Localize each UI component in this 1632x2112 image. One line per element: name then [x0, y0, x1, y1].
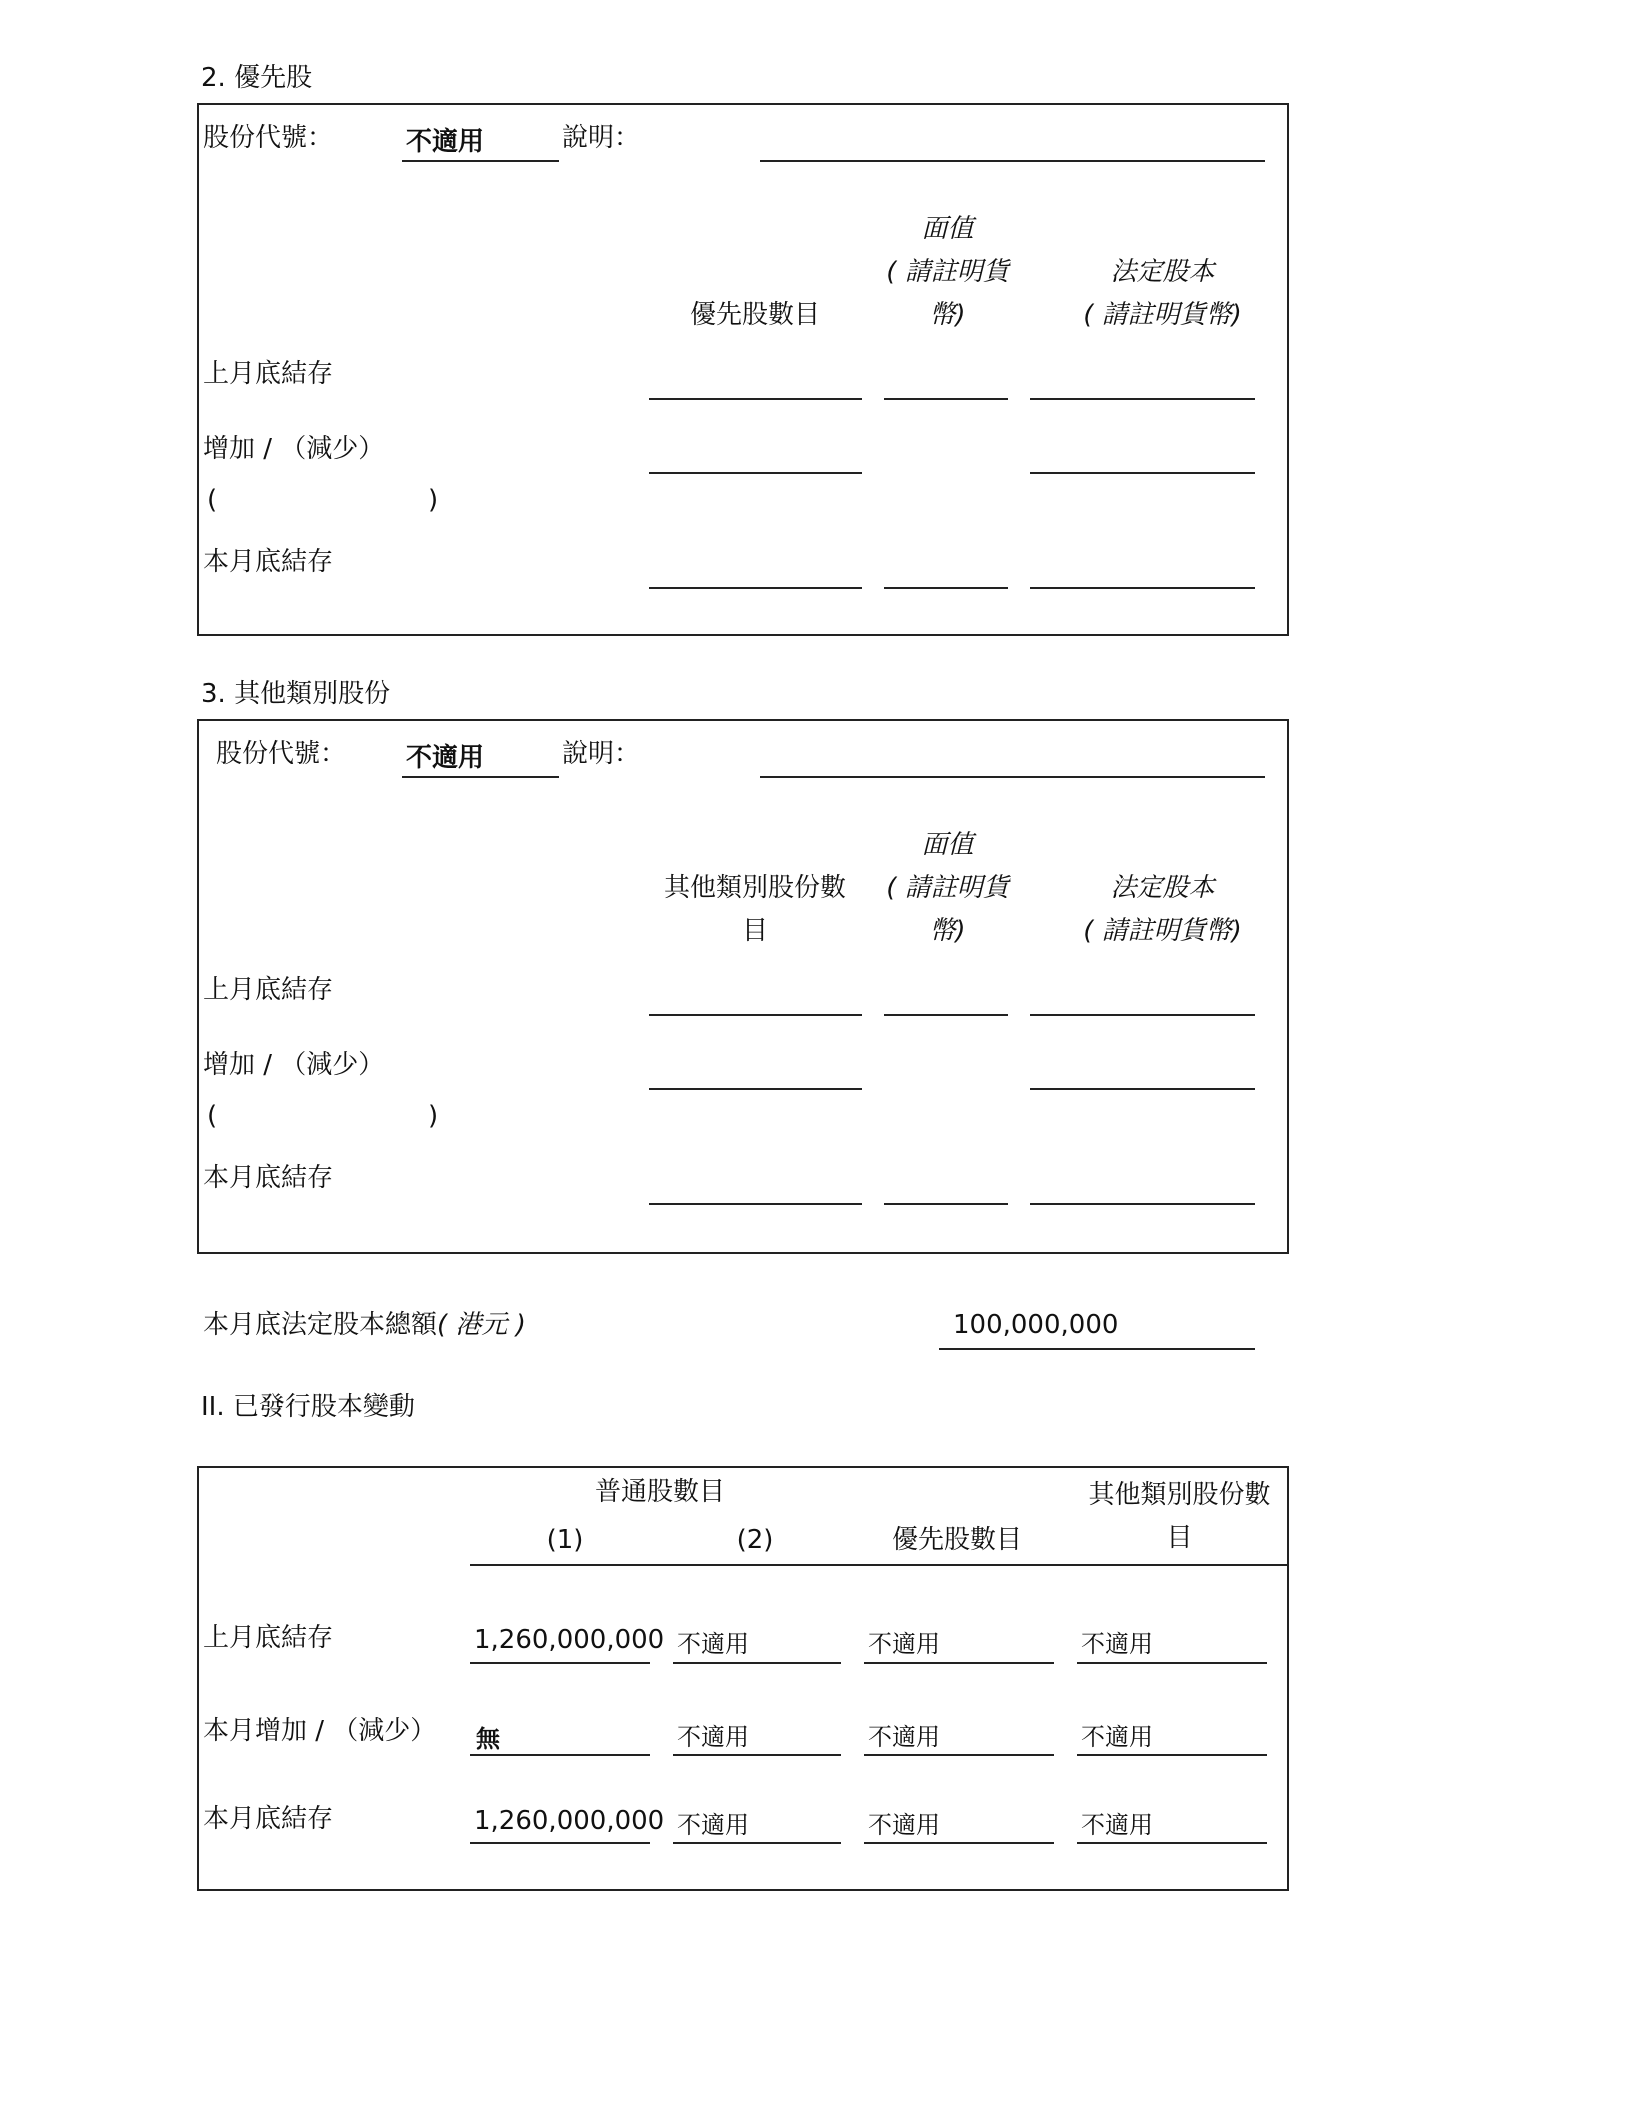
issued-col-ordinary-1: (1) — [546, 1525, 584, 1555]
other-section-title: 3. 其他類別股份 — [201, 679, 391, 709]
total-authorized-underline — [939, 1348, 1255, 1350]
other-change-capital-field — [1030, 1088, 1255, 1090]
preferred-col-par-value-header: 面值 ( 請註明貨 幣) — [886, 214, 1009, 330]
other-desc-label: 說明： — [562, 739, 641, 769]
preferred-closing-capital-field — [1030, 587, 1255, 589]
preferred-closing-count-field — [649, 587, 862, 589]
other-code-label: 股份代號： — [216, 739, 347, 769]
other-col-count-header: 其他類別股份數 目 — [663, 873, 846, 946]
issued-row-c1-underline — [470, 1754, 650, 1756]
other-change-note-open: ( — [207, 1101, 218, 1131]
preferred-desc-field — [760, 160, 1265, 162]
issued-row-c4-underline — [1077, 1662, 1267, 1664]
preferred-code-underline — [402, 160, 559, 162]
other-closing-count-field — [649, 1203, 862, 1205]
preferred-code-label: 股份代號： — [203, 123, 334, 153]
other-col-par-value-header: 面值 ( 請註明貨 幣) — [886, 830, 1009, 946]
issued-row-c1-underline — [470, 1842, 650, 1844]
total-authorized-label-text: 本月底法定股本總額 — [203, 1310, 438, 1340]
other-desc-field — [760, 776, 1265, 778]
preferred-change-count-field — [649, 472, 862, 474]
other-change-count-field — [649, 1088, 862, 1090]
issued-col-preferred: 優先股數目 — [891, 1525, 1022, 1555]
other-box — [197, 719, 1289, 1254]
other-closing-capital-field — [1030, 1203, 1255, 1205]
other-code-value: 不適用 — [406, 743, 485, 773]
preferred-section-title: 2. 優先股 — [201, 63, 313, 93]
preferred-row-change: 增加 / （減少） — [203, 434, 385, 464]
issued-row-c1-underline — [470, 1662, 650, 1664]
other-closing-par-field — [884, 1203, 1008, 1205]
total-authorized-value: 100,000,000 — [953, 1310, 1119, 1340]
issued-row-c4: 不適用 — [1081, 1630, 1153, 1658]
issued-row-c3: 不適用 — [868, 1723, 940, 1751]
preferred-desc-label: 說明： — [562, 123, 641, 153]
preferred-row-closing: 本月底結存 — [203, 547, 334, 577]
issued-row-c4-underline — [1077, 1842, 1267, 1844]
issued-ordinary-header: 普通股數目 — [594, 1477, 725, 1507]
preferred-col-authorized-header: 法定股本 ( 請註明貨幣) — [1083, 257, 1242, 330]
issued-row-c3: 不適用 — [868, 1811, 940, 1839]
issued-row-c3: 不適用 — [868, 1630, 940, 1658]
issued-row-c3-underline — [864, 1754, 1054, 1756]
total-authorized-label — [203, 1311, 526, 1341]
other-opening-count-field — [649, 1014, 862, 1016]
issued-row-label: 本月底結存 — [203, 1804, 334, 1834]
other-change-note-close: ) — [428, 1101, 439, 1131]
issued-col-ordinary-2: (2) — [736, 1525, 774, 1555]
issued-row-c1: 1,260,000,000 — [474, 1625, 665, 1655]
preferred-box — [197, 103, 1289, 636]
issued-row-c2-underline — [673, 1754, 841, 1756]
preferred-opening-capital-field — [1030, 398, 1255, 400]
issued-row-c4-underline — [1077, 1754, 1267, 1756]
issued-row-c2: 不適用 — [677, 1630, 749, 1658]
issued-row-c1: 1,260,000,000 — [474, 1806, 665, 1836]
preferred-row-opening: 上月底結存 — [203, 359, 334, 389]
issued-row-c2: 不適用 — [677, 1723, 749, 1751]
issued-row-c3-underline — [864, 1842, 1054, 1844]
other-opening-capital-field — [1030, 1014, 1255, 1016]
preferred-code-value: 不適用 — [406, 127, 485, 157]
issued-col-other: 其他類別股份數 目 — [1088, 1480, 1271, 1553]
other-row-opening: 上月底結存 — [203, 975, 334, 1005]
issued-section-title: II. 已發行股本變動 — [201, 1392, 415, 1422]
issued-row-label: 上月底結存 — [203, 1623, 334, 1653]
issued-header-rule — [470, 1564, 1289, 1566]
issued-row-c4: 不適用 — [1081, 1723, 1153, 1751]
issued-row-c3-underline — [864, 1662, 1054, 1664]
preferred-change-capital-field — [1030, 472, 1255, 474]
other-row-closing: 本月底結存 — [203, 1163, 334, 1193]
preferred-closing-par-field — [884, 587, 1008, 589]
issued-row-c2-underline — [673, 1662, 841, 1664]
issued-row-c1: 無 — [476, 1724, 500, 1753]
other-row-change: 增加 / （減少） — [203, 1050, 385, 1080]
preferred-opening-par-field — [884, 398, 1008, 400]
other-code-underline — [402, 776, 559, 778]
issued-row-label: 本月增加 / （減少） — [203, 1716, 437, 1746]
preferred-change-note-close: ) — [428, 485, 439, 515]
issued-row-c2: 不適用 — [677, 1811, 749, 1839]
other-col-authorized-header: 法定股本 ( 請註明貨幣) — [1083, 873, 1242, 946]
preferred-col-count-header: 優先股數目 — [689, 300, 820, 330]
preferred-change-note-open: ( — [207, 485, 218, 515]
issued-row-c4: 不適用 — [1081, 1811, 1153, 1839]
other-opening-par-field — [884, 1014, 1008, 1016]
preferred-opening-count-field — [649, 398, 862, 400]
total-authorized-currency: ( 港元 ) — [437, 1310, 526, 1340]
issued-row-c2-underline — [673, 1842, 841, 1844]
